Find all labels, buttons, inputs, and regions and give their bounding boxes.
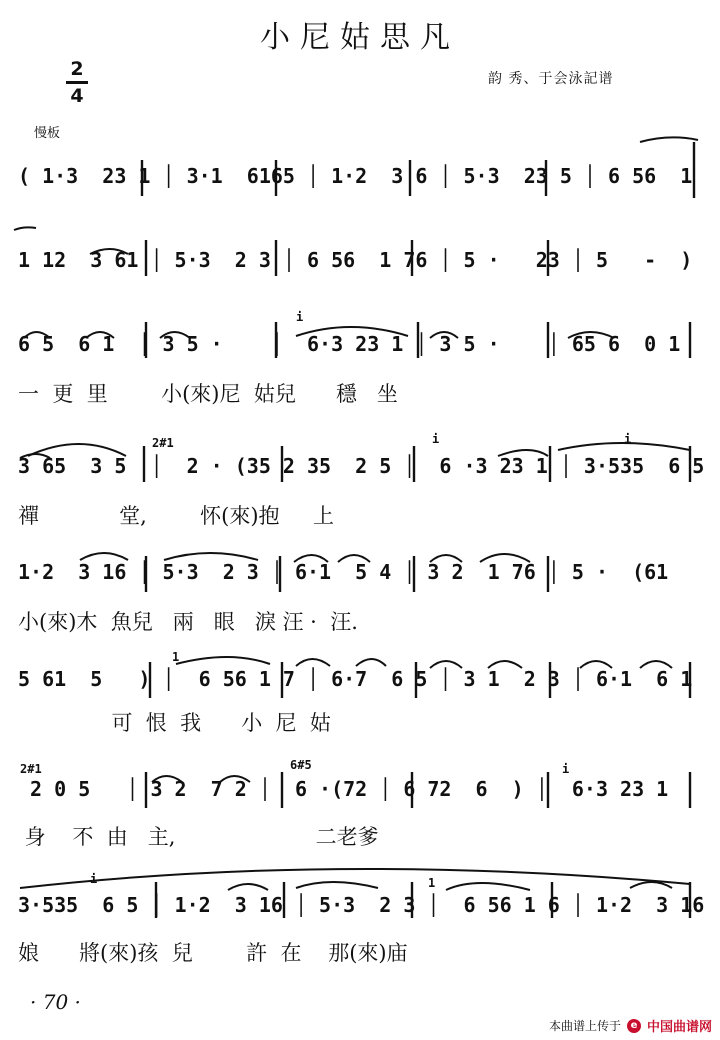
tempo-marking: 慢板: [34, 126, 61, 141]
upload-text: 本曲谱上传于: [548, 1019, 621, 1033]
notation-line: 5 61 5 ) │ 6 56 1 7 │ 6·7 6 5 │ 3 1 2 3 │ 6·1 6 1: [18, 667, 693, 691]
site-brand: 中国曲谱网: [646, 1020, 712, 1035]
grace-mark: 6#5: [290, 758, 312, 772]
notation-line: 1·2 3 16 │ 5·3 2 3 │ 6·1 5 4 │ 3 2 1 76 │ 5 · (61: [18, 560, 669, 584]
time-sig-top: 2: [70, 58, 84, 80]
grace-mark: 2#1: [20, 762, 42, 776]
grace-mark: i: [296, 310, 304, 324]
site-logo-icon: e: [627, 1019, 641, 1033]
notation-line: 1 12 3 61 │ 5·3 2 3 │ 6 56 1 76 │ 5 · 23 │ 5 - ): [18, 248, 693, 272]
grace-mark: 1: [428, 876, 436, 890]
notation-line: 6 5 6 1 │ 3 5 · │ 6·3 23 1 │ 3 5 · │ 65 6 0 1: [18, 332, 681, 356]
lyrics-line: 可 恨 我 小 尼 姑: [18, 711, 331, 735]
page-number: · 70 ·: [30, 990, 81, 1014]
song-title: 小尼姑思凡: [260, 20, 460, 55]
notation-line: 2 0 5 │ 3 2 7 2 │ 6 ·(72 │ 6 72 6 ) │ 6·3 23 1: [18, 777, 669, 801]
lyrics-line: 禪 堂, 怀(來)抱 上: [18, 504, 334, 528]
grace-mark: 2#1: [152, 436, 174, 450]
grace-mark: i: [432, 432, 440, 446]
grace-mark: i: [562, 762, 570, 776]
grace-mark: i: [90, 872, 98, 886]
grace-mark: i: [624, 432, 632, 446]
watermark-footer: [549, 1016, 712, 1035]
notation-line: 3 65 3 5 │ 2 · (35 2 35 2 5 │ 6 ·3 23 1 │ 3·535 6 5: [18, 454, 705, 478]
transcriber-credit: 韵 秀、于会泳記谱: [488, 71, 614, 87]
grace-mark: 1: [172, 650, 180, 664]
lyrics-line: 身 不 由 主, 二老爹: [18, 825, 379, 849]
notation-line: 3·535 6 5 │ 1·2 3 16 │ 5·3 2 3 │ 6 56 1 6 │ 1·2 3 16: [18, 893, 705, 917]
lyrics-line: 一 更 里 小(來)尼 姑兒 穩 坐: [18, 382, 398, 406]
notation-line: ( 1·3 23 1 │ 3·1 6165 │ 1·2 3 6 │ 5·3 23 5 │ 6 56 1: [18, 164, 693, 188]
lyrics-line: 小(來)木 魚兒 兩 眼 淚 汪 · 汪.: [18, 610, 358, 634]
lyrics-line: 娘 將(來)孩 兒 許 在 那(來)庙: [18, 941, 408, 965]
time-sig-bottom: 4: [70, 85, 84, 107]
